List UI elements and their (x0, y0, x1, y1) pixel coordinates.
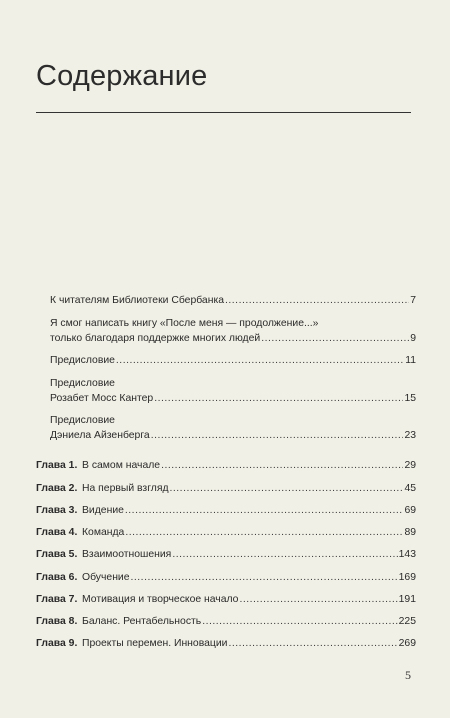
chapter-label: Глава 6. (36, 572, 78, 583)
chapter-title: Видение (82, 505, 124, 516)
toc-entry-title: Дэниела Айзенберга (50, 430, 150, 441)
toc-entry[interactable] (50, 316, 416, 346)
dot-leader (125, 503, 404, 518)
toc-chapter-5[interactable] (36, 547, 416, 562)
toc-entry-title: только благодаря поддержке многих людей (50, 333, 261, 344)
chapter-label: Глава 8. (36, 616, 78, 627)
page-title: Содержание (36, 60, 208, 92)
toc-chapter-4[interactable] (36, 525, 416, 540)
dot-leader (228, 636, 397, 651)
dot-leader (239, 592, 397, 607)
toc-chapter-9[interactable] (36, 636, 416, 651)
toc-entry-title: Предисловие (50, 415, 115, 426)
chapter-page: 269 (398, 638, 416, 649)
toc-entry-page: 15 (404, 393, 416, 404)
toc-chapter-2[interactable] (36, 481, 416, 496)
chapter-page: 69 (404, 505, 416, 516)
chapter-page: 169 (398, 572, 416, 583)
dot-leader (225, 293, 409, 308)
chapter-page: 225 (398, 616, 416, 627)
toc-entry-page: 11 (405, 355, 416, 366)
toc-entry[interactable] (50, 293, 416, 308)
chapter-title: Команда (82, 527, 125, 538)
dot-leader (125, 525, 403, 540)
chapter-title: В самом начале (82, 460, 161, 471)
chapter-title: Проекты перемен. Инновации (82, 638, 228, 649)
toc-entry-title: Розабет Мосс Кантер (50, 393, 154, 404)
page-number: 5 (405, 668, 411, 682)
chapter-title: Баланс. Рентабельность (82, 616, 202, 627)
dot-leader (202, 614, 397, 629)
toc-entry-page: 7 (410, 295, 416, 306)
title-rule (36, 112, 411, 113)
toc-entry[interactable] (50, 413, 416, 443)
toc-chapter-8[interactable] (36, 614, 416, 629)
toc-entry-title: Предисловие (50, 378, 115, 389)
toc-entry[interactable] (50, 376, 416, 406)
chapter-label: Глава 4. (36, 527, 78, 538)
chapter-page: 45 (404, 483, 416, 494)
toc-chapter-1[interactable] (36, 458, 416, 473)
chapter-title: На первый взгляд (82, 483, 169, 494)
dot-leader (161, 458, 403, 473)
dot-leader (172, 547, 397, 562)
dot-leader (154, 391, 403, 406)
chapter-title: Взаимоотношения (82, 549, 172, 560)
toc-entry-page: 9 (410, 333, 416, 344)
chapter-title: Мотивация и творческое начало (82, 594, 239, 605)
chapter-label: Глава 2. (36, 483, 78, 494)
chapter-title: Обучение (82, 572, 130, 583)
chapter-page: 29 (404, 460, 416, 471)
chapter-label: Глава 1. (36, 460, 78, 471)
toc-chapter-3[interactable] (36, 503, 416, 518)
toc-entry-page: 23 (404, 430, 416, 441)
toc-chapter-6[interactable] (36, 570, 416, 585)
dot-leader (151, 428, 404, 443)
chapter-label: Глава 7. (36, 594, 78, 605)
toc-entry-title: К читателям Библиотеки Сбербанка (50, 295, 225, 306)
chapter-page: 191 (398, 594, 416, 605)
chapter-label: Глава 5. (36, 549, 78, 560)
dot-leader (261, 331, 409, 346)
chapter-label: Глава 9. (36, 638, 78, 649)
dot-leader (170, 481, 404, 496)
chapter-page: 143 (398, 549, 416, 560)
dot-leader (116, 353, 404, 368)
chapter-page: 89 (404, 527, 416, 538)
toc-entry[interactable] (50, 353, 416, 368)
toc-entry-title: Предисловие (50, 355, 115, 366)
chapter-label: Глава 3. (36, 505, 78, 516)
dot-leader (131, 570, 398, 585)
toc-entry-title: Я смог написать книгу «После меня — продолжение...» (50, 318, 319, 329)
toc-chapter-7[interactable] (36, 592, 416, 607)
